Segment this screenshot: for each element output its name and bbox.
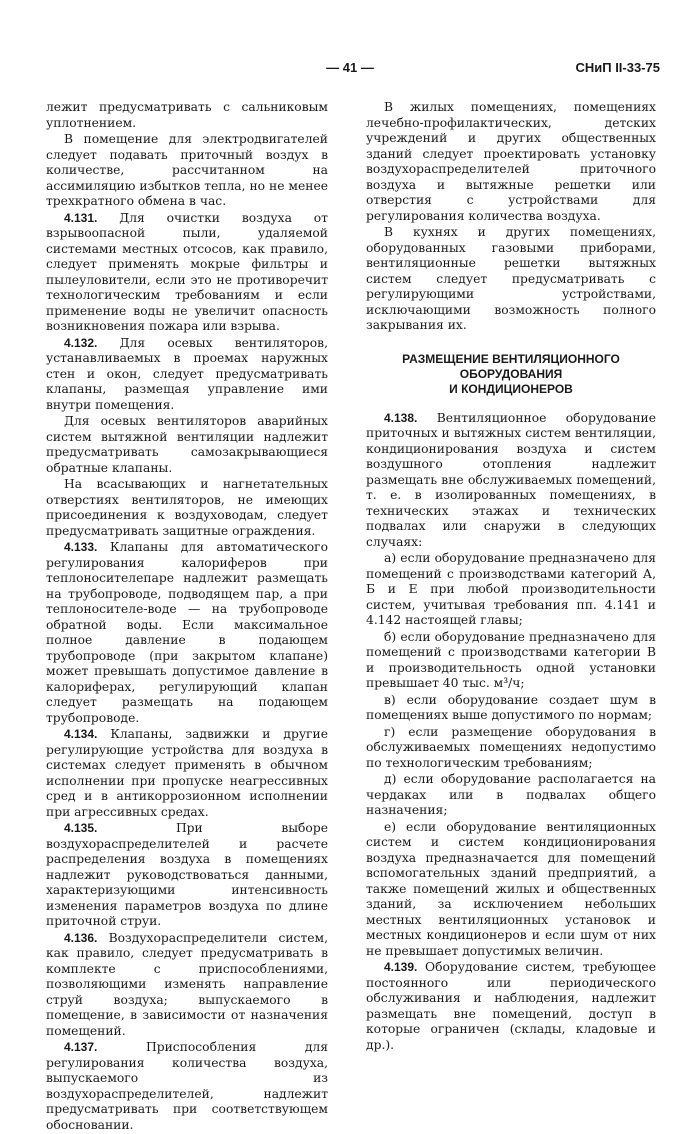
- paragraph-text: в) если оборудование создает шум в помещениях выше допустимого по нормам;: [366, 692, 656, 722]
- page-number: — 41 —: [326, 60, 374, 75]
- clause-number: 4.135.: [64, 821, 98, 835]
- paragraph-text: В жилых помещениях, помещениях лечебно-профилактических, детских учреждений и других общественных зданий следует проектировать установку воздухораспределителей приточного воздуха и вытяжные решетки или отверстия с устройствами для регулирования количества воздуха.: [366, 100, 656, 223]
- clause-number: 4.132.: [64, 335, 98, 350]
- clause-paragraph: [366, 411, 656, 551]
- clause-paragraph: [46, 821, 328, 930]
- paragraph-text: Приспособления для регулирования количества воздуха, выпускаемого из воздухораспределителей, надлежит предусматривать при соответствующем обосновании.: [46, 1040, 328, 1132]
- paragraph: [46, 477, 328, 539]
- clause-number: 4.139.: [384, 960, 418, 974]
- document-code: СНиП II-33-75: [575, 60, 660, 75]
- paragraph-text: Для осевых вентиляторов, устанавливаемых в проемах наружных стен и окон, следует предусматривать клапаны, размещая управление ими внутри помещения.: [46, 335, 328, 412]
- right-bottom-paragraphs: [366, 411, 656, 1054]
- paragraph: [366, 630, 656, 692]
- clause-paragraph: [46, 540, 328, 726]
- paragraph-text: На всасывающих и нагнетательных отверстиях вентиляторов, не имеющих присоединения к воздуховодам, следует предусматривать защитные ограждения.: [46, 477, 328, 538]
- paragraph: [366, 100, 656, 224]
- clause-number: 4.131.: [64, 210, 98, 225]
- clause-number: 4.136.: [64, 930, 98, 945]
- paragraph-text: д) если оборудование располагается на чердаках или в подвалах общего назначения;: [366, 772, 656, 817]
- paragraph: [366, 772, 656, 819]
- paragraph: [366, 693, 656, 724]
- paragraph-text: а) если оборудование предназначено для помещений с производствами категорий А, Б и Е при любой производительности систем, учитывая требования пп. 4.141 и 4.142 настоящей главы;: [366, 551, 656, 627]
- section-heading-line: И КОНДИЦИОНЕРОВ: [449, 381, 573, 396]
- paragraph: [366, 725, 656, 772]
- paragraph: [366, 820, 656, 960]
- paragraph: [46, 100, 328, 131]
- section-heading-line: ОБОРУДОВАНИЯ: [459, 366, 563, 381]
- clause-paragraph: [46, 727, 328, 820]
- clause-number: 4.133.: [64, 540, 98, 554]
- paragraph-text: В помещение для электродвигателей следует подавать приточный воздух в количестве, рассчитанном на ассимиляцию избытков тепла, но не менее трехкратного обмена в час.: [46, 132, 328, 208]
- paragraph: [366, 551, 656, 629]
- clause-paragraph: [46, 1040, 328, 1133]
- paragraph-text: Клапаны для автоматического регулирования калориферов при теплоносителепаре надлежит размещать на трубопроводе, подводящем пар, а при теплоносителе-воде — на трубопроводе обратной воды. Если максимальное полное давление в подающем трубопроводе (при закрытом клапане) может превышать допустимое давление в калориферах, регулирующий клапан следует размещать на подающем трубопроводе.: [46, 540, 328, 725]
- paragraph-text: б) если оборудование предназначено для помещений с производствами категории В и производительность одной установки превышает 40 тыс. м³/ч;: [366, 629, 656, 690]
- paragraph-text: Клапаны, задвижки и другие регулирующие устройства для воздуха в системах следует применять в обычном исполнении при пропуске неагрессивных сред и в антикоррозионном исполнении при агрессивных средах.: [46, 727, 328, 819]
- paragraph-text: Для очистки воздуха от взрывоопасной пыли, удаляемой системами местных отсосов, как правило, следует применять мокрые фильтры и пылеуловители, если это не противоречит технологическим требованиям и если применение воды не увеличит опасность возникновения пожара или взрыва.: [46, 210, 328, 333]
- paragraph: [46, 132, 328, 210]
- paragraph-text: Вентиляционное оборудование приточных и вытяжных систем вентиляции, кондиционирования воздуха и систем воздушного отопления надлежит размещать вне обслуживаемых помещений, т. е. в изолированных помещениях, в технических этажах и технических подвалах или снаружи в следующих случаях:: [366, 410, 656, 549]
- paragraph-text: лежит предусматривать с сальниковым уплотнением.: [46, 100, 328, 130]
- paragraph-text: е) если оборудование вентиляционных систем и систем кондиционирования воздуха предназначается для помещений вспомогательных зданий предприятий, а также помещений жилых и общественных зданий, за исключением небольших местных вентиляционных установок и местных кондиционеров и если шум от них не превышает допустимых величин.: [366, 819, 656, 958]
- right-top-paragraphs: [366, 100, 656, 334]
- paragraph-text: Воздухораспределители систем, как правило, следует предусматривать в комплекте с приспособлениями, позволяющими изменять направление струй воздуха; выпускаемого в помещение, в зависимости от назначения помещений.: [46, 930, 328, 1038]
- paragraph: [366, 225, 656, 334]
- clause-number: 4.138.: [384, 410, 418, 425]
- paragraph: [46, 414, 328, 476]
- clause-paragraph: [366, 960, 656, 1053]
- left-column: [46, 100, 328, 1134]
- clause-paragraph: [46, 336, 328, 414]
- clause-number: 4.134.: [64, 727, 98, 741]
- section-heading: [366, 352, 656, 397]
- paragraph-text: г) если размещение оборудования в обслуживаемых помещениях недопустимо по технологическим требованиям;: [366, 724, 656, 770]
- clause-number: 4.137.: [64, 1040, 98, 1054]
- paragraph-text: Оборудование систем, требующее постоянного или периодического обслуживания и наблюдения, надлежит размещать вне помещений, доступ в которые ограничен (склады, кладовые и др.).: [366, 960, 656, 1052]
- page-header: [0, 60, 700, 82]
- right-column: [366, 100, 656, 1054]
- paragraph-text: Для осевых вентиляторов аварийных систем вытяжной вентиляции надлежит предусматривать самозакрывающиеся обратные клапаны.: [46, 414, 328, 475]
- clause-paragraph: [46, 931, 328, 1040]
- paragraph-text: При выборе воздухораспределителей и расчете распределения воздуха в помещениях надлежит руководствоваться данными, характеризующими интенсивность изменения параметров воздуха по длине приточной струи.: [46, 821, 328, 928]
- clause-paragraph: [46, 211, 328, 335]
- paragraph-text: В кухнях и других помещениях, оборудованных газовыми приборами, вентиляционные решетки вытяжных систем следует предусматривать с регулирующими устройствами, исключающими возможность полного закрывания их.: [366, 225, 656, 332]
- section-heading-line: РАЗМЕЩЕНИЕ ВЕНТИЛЯЦИОННОГО: [402, 351, 620, 366]
